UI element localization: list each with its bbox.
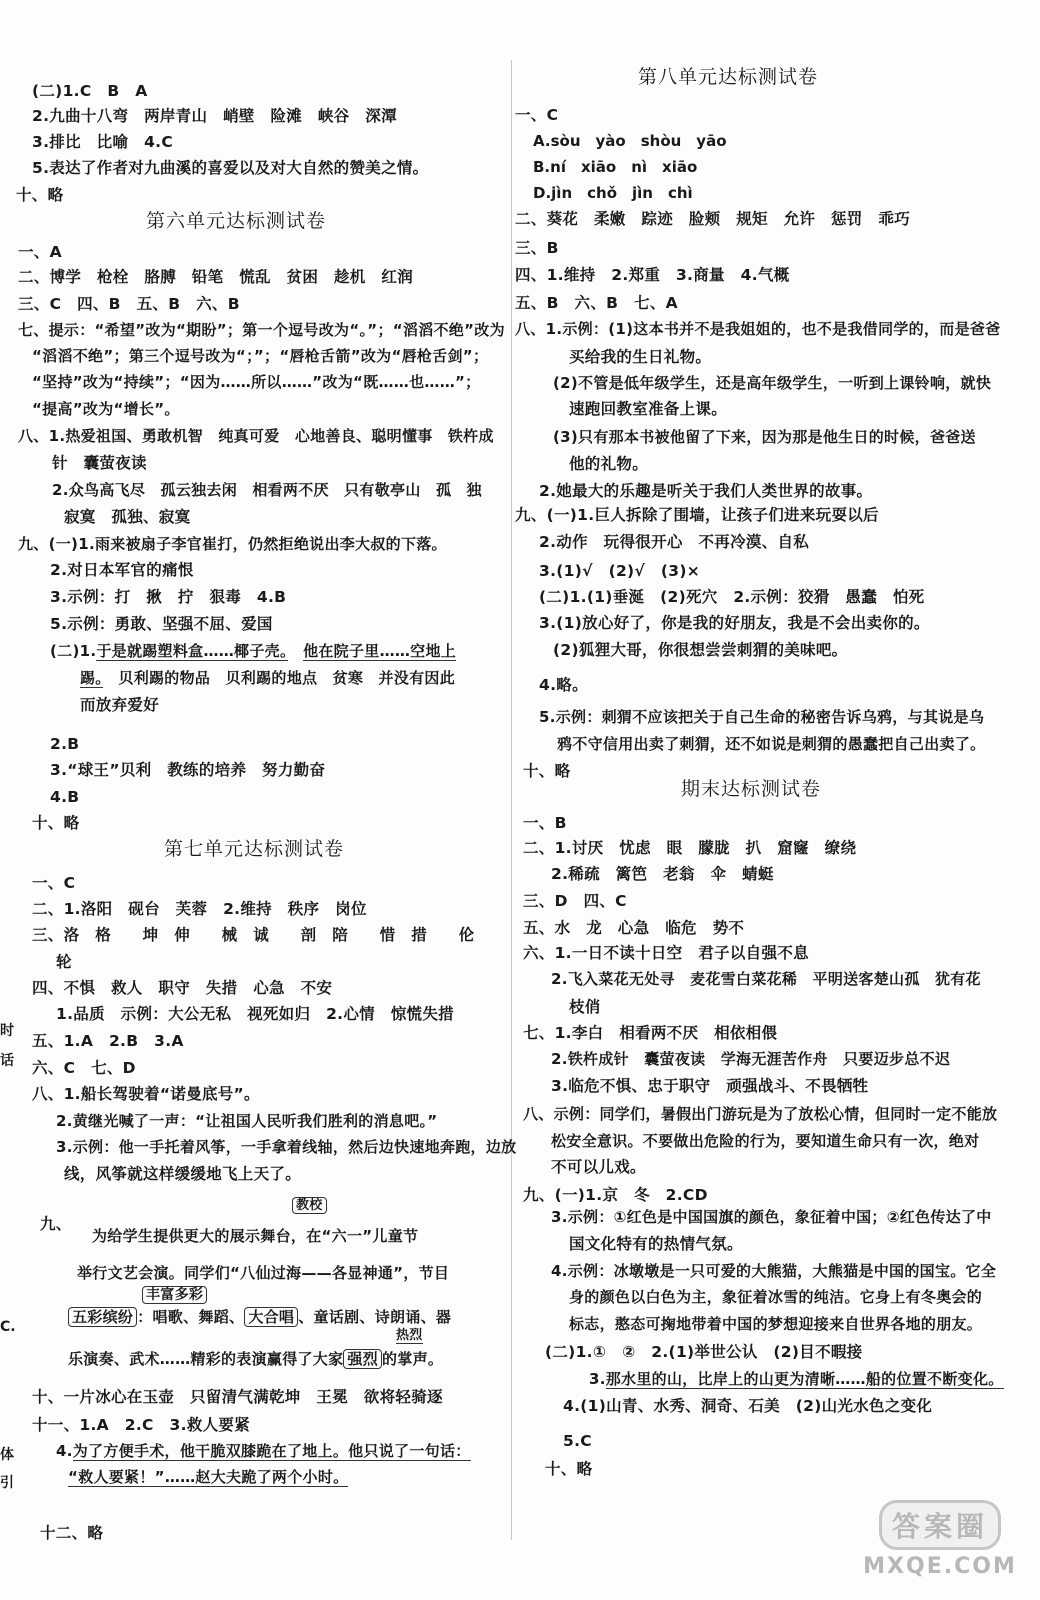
answer-line: “提高”改为“增长”。: [32, 400, 180, 418]
inserted-word: 热烈: [396, 1328, 423, 1343]
insertion-mark: [292, 1195, 327, 1217]
answer-line: (二)1.C B A: [32, 82, 148, 100]
answer-line: 2.她最大的乐趣是听关于我们人类世界的故事。: [539, 482, 873, 500]
answer-line: 5.示例：刺猬不应该把关于自己生命的秘密告诉乌鸦，与其说是乌: [539, 708, 985, 726]
answer-line: 八、示例：同学们，暑假出门游玩是为了放松心情，但同时一定不能放: [523, 1105, 998, 1123]
answer-line: 他的礼物。: [569, 455, 649, 473]
answer-line: 五、1.A 2.B 3.A: [32, 1032, 184, 1050]
edit-line: [68, 1348, 443, 1370]
answer-line: 标志，憨态可掬地带着中国的梦想迎接来自世界各地的朋友。: [569, 1315, 983, 1333]
answer-line: 2.对日本军官的痛恨: [50, 561, 194, 579]
answer-line: 十、略: [545, 1460, 593, 1478]
answer-line: (二)1.(1)垂涎 (2)死穴 2.示例：狡猾 愚蠢 怕死: [539, 588, 925, 606]
watermark-url: MXQE.COM: [863, 1554, 1017, 1579]
answer-line: 5.C: [563, 1432, 592, 1450]
margin-fragment: C.: [0, 1319, 16, 1335]
answer-line: 3.临危不惧、忠于职守 顽强战斗、不畏牺牲: [551, 1077, 869, 1095]
pinyin-option: D.jìn chǒ jìn chì: [533, 184, 693, 202]
answer-line: 3.“球王”贝利 教练的培养 努力勤奋: [50, 761, 326, 779]
answer-line: 八、1.热爱祖国、勇敢机智 纯真可爱 心地善良、聪明懂事 铁杵成: [18, 427, 494, 445]
answer-line: 九、(一)1.巨人拆除了围墙，让孩子们进来玩耍以后: [515, 506, 879, 524]
answer-line: 5.表达了作者对九曲溪的喜爱以及对大自然的赞美之情。: [32, 159, 429, 177]
answer-line: [80, 667, 455, 689]
section-title-unit6: 第六单元达标测试卷: [146, 210, 327, 232]
edit-text: ：唱歌、舞蹈、: [137, 1308, 245, 1326]
pinyin-option: A.sòu yào shòu yāo: [533, 132, 727, 150]
inserted-word: 教校: [292, 1197, 327, 1214]
answer-text: 贝利踢的物品 贝利踢的地点 贫寒 并没有因此: [103, 669, 456, 687]
answer-line: 三、C 四、B 五、B 六、B: [18, 295, 240, 313]
answer-line: 速跑回教室准备上课。: [569, 400, 728, 418]
answer-line: 2.众鸟高飞尽 孤云独去闲 相看两不厌 只有敬亭山 孤 独: [52, 481, 482, 499]
edit-line: [68, 1306, 451, 1328]
answer-prefix: (二)1.: [50, 642, 97, 660]
pinyin-option: B.ní xiāo nì xiāo: [533, 158, 698, 176]
answer-prefix: 3.: [589, 1370, 606, 1388]
answer-line: 3.排比 比喻 4.C: [32, 133, 174, 151]
underlined-text: 那水里的山，比岸上的山更为清晰……船的位置不断变化。: [605, 1370, 1004, 1388]
answer-line: 买给我的生日礼物。: [569, 348, 712, 366]
answer-line: 一、C: [32, 874, 76, 892]
answer-line-underlined: [589, 1368, 1004, 1390]
underlined-text: 为了方便手术，他干脆双膝跪在了地上。他只说了一句话：: [72, 1442, 471, 1460]
answer-line: 四、1.维持 2.郑重 3.商量 4.气概: [515, 266, 790, 284]
answer-line: 而放弃爱好: [80, 696, 160, 714]
answer-line: (2)不管是低年级学生，还是高年级学生，一听到上课铃响，就快: [553, 374, 992, 392]
answer-line: 4.B: [50, 788, 80, 806]
answer-line: 二、葵花 柔嫩 踪迹 脸颊 规矩 允许 惩罚 乖巧: [515, 210, 911, 228]
answer-line: (二)1.① ② 2.(1)举世公认 (2)目不暇接: [545, 1343, 863, 1361]
answer-line: 针 囊萤夜读: [52, 454, 147, 472]
margin-fragment: 时: [0, 1023, 14, 1039]
marked-word: 大合唱: [244, 1307, 298, 1327]
answer-line: 十一、1.A 2.C 3.救人要紧: [32, 1416, 250, 1434]
answer-line: 二、博学 枪栓 胳膊 铅笔 慌乱 贫困 趁机 红润: [18, 268, 414, 286]
insertion-mark: [396, 1325, 423, 1347]
underlined-text: 他在院子里……空地上: [303, 642, 457, 660]
answer-line: 5.示例：勇敢、坚强不屈、爱国: [50, 615, 273, 633]
answer-line: 不可以儿戏。: [551, 1158, 646, 1176]
answer-line: 十、一片冰心在玉壶 只留清气满乾坤 王冕 欲将轻骑逐: [32, 1388, 443, 1406]
answer-line: “坚持”改为“持续”；“因为……所以……”改为“既……也……”；: [32, 373, 481, 391]
column-divider: [511, 60, 512, 1540]
answer-line: 2.黄继光喊了一声：“让祖国人民听我们胜利的消息吧。”: [56, 1112, 438, 1130]
margin-fragment: 引: [0, 1475, 14, 1491]
answer-line: 十二、略: [40, 1524, 104, 1542]
answer-line: 五、水 龙 心急 临危 势不: [523, 919, 745, 937]
answer-line: 七、1.李白 相看两不厌 相依相偎: [523, 1024, 778, 1042]
edit-line: 为给学生提供更大的展示舞台，在“六一”儿童节: [92, 1227, 419, 1245]
answer-prefix: 4.: [56, 1442, 73, 1460]
underlined-text: “救人要紧！”……赵大夫跪了两个小时。: [68, 1468, 349, 1486]
answer-line: 寂寞 孤独、寂寞: [64, 508, 191, 526]
margin-fragment: 体: [0, 1447, 14, 1463]
answer-line: 2.稀疏 篱笆 老翁 伞 蜻蜓: [551, 865, 774, 883]
answer-line-underlined: [50, 640, 456, 662]
marked-word: 五彩缤纷: [68, 1307, 137, 1327]
answer-line: 九、(一)1.京 冬 2.CD: [523, 1186, 708, 1204]
answer-line: 3.(1)√ (2)√ (3)×: [539, 562, 700, 580]
edit-text: 乐演奏、武术……精彩的表演赢得了大家: [68, 1350, 344, 1368]
answer-line: 二、1.讨厌 忧虑 眼 朦胧 扒 窟窿 缭绕: [523, 839, 857, 857]
answer-line: 国文化特有的热情气氛。: [569, 1235, 743, 1253]
answer-line: 2.动作 玩得很开心 不再冷漠、自私: [539, 533, 810, 551]
margin-fragment: 话: [0, 1053, 14, 1069]
answer-line-underlined: [56, 1440, 471, 1462]
watermark: [850, 1500, 1030, 1592]
answer-line: 三、洛 格 坤 伸 械 诚 剖 陪 惜 措 伦: [32, 926, 475, 944]
inserted-word: 丰富多彩: [142, 1286, 207, 1304]
section-title-final: 期末达标测试卷: [681, 778, 822, 800]
answer-line: 十、略: [523, 762, 571, 780]
underlined-text: 踢。: [80, 669, 104, 687]
answer-line: 2.九曲十八弯 两岸青山 峭壁 险滩 峡谷 深潭: [32, 107, 397, 125]
answer-line: 五、B 六、B 七、A: [515, 294, 678, 312]
answer-line: 十、略: [32, 814, 80, 832]
answer-line: 2.铁杵成针 囊萤夜读 学海无涯苦作舟 只要迈步总不迟: [551, 1050, 951, 1068]
answer-line: 一、C: [515, 106, 559, 124]
answer-line: 枝俏: [569, 998, 601, 1016]
answer-line: 鸦不守信用出卖了刺猬，还不如说是刺猬的愚蠢把自己出卖了。: [557, 735, 986, 753]
answer-line: 3.(1)放心好了，你是我的好朋友，我是不会出卖你的。: [539, 614, 930, 632]
answer-line: 2.B: [50, 735, 80, 753]
answer-line: 松安全意识。不要做出危险的行为，要知道生命只有一次，绝对: [551, 1132, 980, 1150]
answer-line: 七、提示：“希望”改为“期盼”；第一个逗号改为“。”；“滔滔不绝”改为: [18, 321, 505, 339]
answer-line: 3.示例：他一手托着风筝，一手拿着线轴，然后边快速地奔跑，边放: [56, 1138, 517, 1156]
edit-line: 举行文艺会演。同学们“八仙过海——各显神通”，节目: [77, 1264, 450, 1282]
answer-line: 八、1.示例：(1)这本书并不是我姐姐的，也不是我借同学的，而是爸爸: [515, 320, 1001, 338]
edit-text: 、童话剧、诗朗诵、器: [298, 1308, 452, 1326]
answer-line: 1.品质 示例：大公无私 视死如归 2.心情 惊慌失措: [56, 1005, 454, 1023]
answer-line: “滔滔不绝”；第三个逗号改为“；”；“唇枪舌箭”改为“唇枪舌剑”；: [32, 347, 489, 365]
watermark-logo: 答案圈: [879, 1500, 1001, 1550]
answer-line: 3.示例：①红色是中国国旗的颜色，象征着中国；②红色传达了中: [551, 1208, 992, 1226]
answer-line: 3.示例：打 揪 拧 狠毒 4.B: [50, 588, 287, 606]
answer-line: 四、不惧 救人 职守 失措 心急 不安: [32, 979, 333, 997]
underlined-text: 于是就踢塑料盒……椰子壳。: [96, 642, 288, 660]
section-title-unit8: 第八单元达标测试卷: [638, 66, 819, 88]
insertion-mark: [142, 1284, 207, 1306]
answer-line: 六、1.一日不读十日空 君子以自强不息: [523, 944, 809, 962]
answer-line: 九、: [40, 1215, 72, 1233]
answer-line: 一、A: [18, 243, 62, 261]
marked-word: 强烈: [343, 1349, 382, 1369]
answer-line: (2)狐狸大哥，你很想尝尝刺猬的美味吧。: [553, 641, 848, 659]
edit-text: 的掌声。: [382, 1350, 444, 1368]
answer-line: (3)只有那本书被他留了下来，因为那是他生日的时候，爸爸送: [553, 428, 976, 446]
answer-line: 一、B: [523, 814, 567, 832]
answer-line: 二、1.洛阳 砚台 芙蓉 2.维持 秩序 岗位: [32, 900, 367, 918]
answer-line: 轮: [56, 953, 72, 971]
answer-line: 4.略。: [539, 676, 588, 694]
answer-line: 4.(1)山青、水秀、洞奇、石美 (2)山光水色之变化: [563, 1397, 933, 1415]
answer-line: 身的颜色以白色为主，象征着冰雪的纯洁。它身上有冬奥会的: [569, 1288, 983, 1306]
answer-line: 4.示例：冰墩墩是一只可爱的大熊猫，大熊猫是中国的国宝。它全: [551, 1262, 997, 1280]
answer-line: 十、略: [16, 186, 64, 204]
answer-line: 线，风筝就这样缓缓地飞上天了。: [64, 1165, 302, 1183]
answer-line-underlined: [68, 1466, 348, 1488]
answer-line: 六、C 七、D: [32, 1059, 136, 1077]
answer-line: 九、(一)1.雨来被扇子李官崔打，仍然拒绝说出李大叔的下落。: [18, 535, 447, 553]
answer-line: 三、B: [515, 239, 559, 257]
section-title-unit7: 第七单元达标测试卷: [164, 838, 345, 860]
answer-line: 2.飞入菜花无处寻 麦花雪白菜花稀 平明送客楚山孤 犹有花: [551, 970, 981, 988]
answer-line: 八、1.船长驾驶着“诺曼底号”。: [32, 1085, 260, 1103]
answer-line: 三、D 四、C: [523, 892, 627, 910]
